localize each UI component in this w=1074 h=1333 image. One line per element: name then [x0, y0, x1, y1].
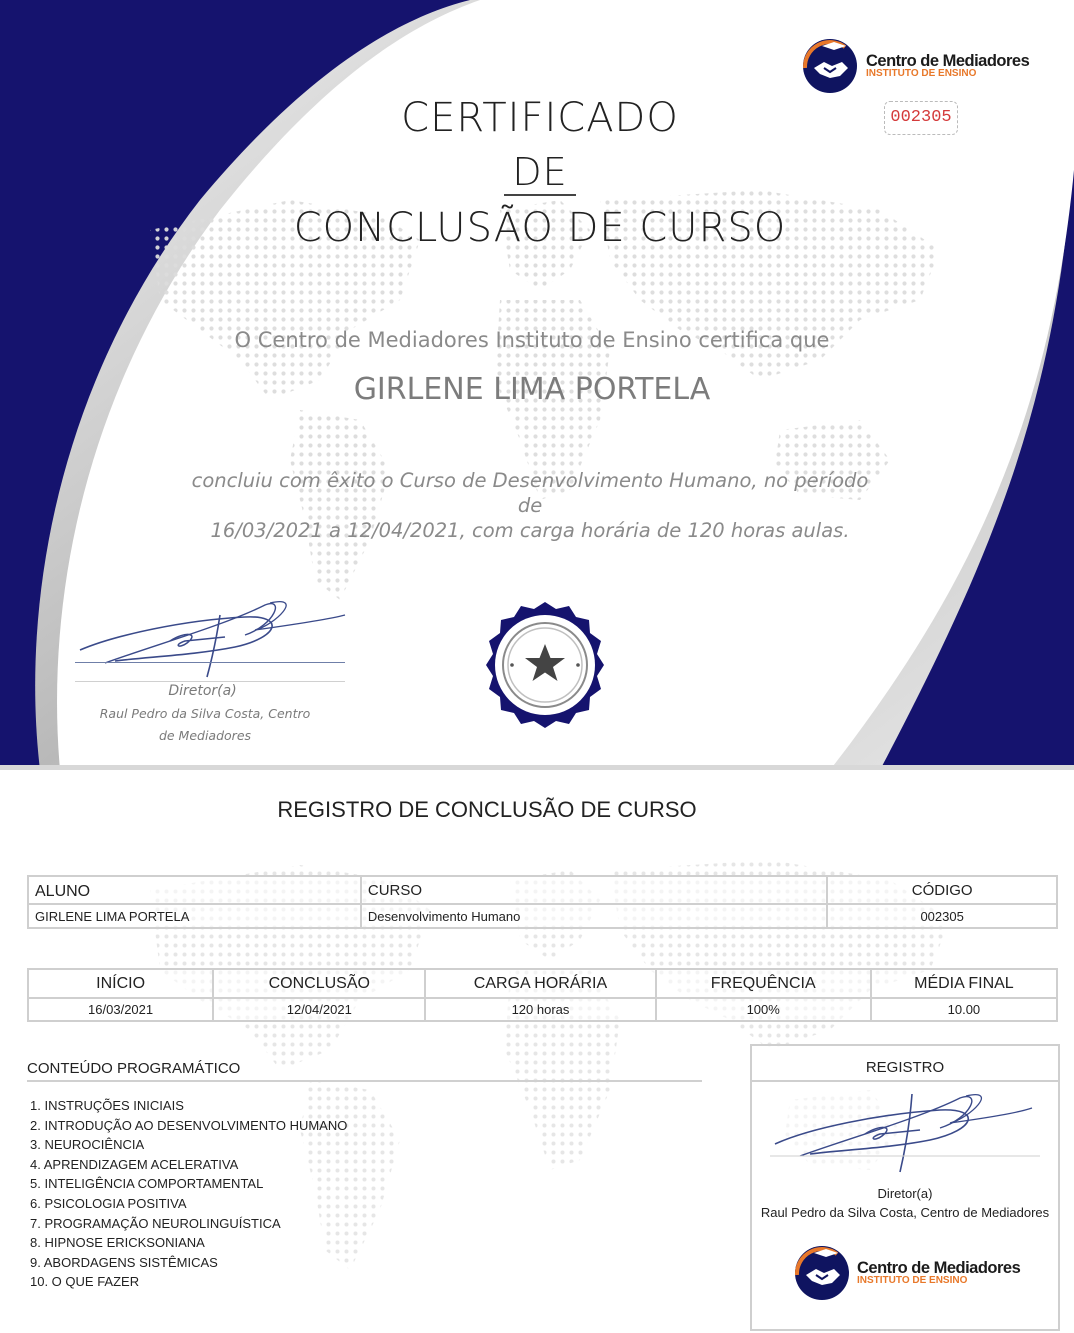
list-item: 5. INTELIGÊNCIA COMPORTAMENTAL: [30, 1176, 264, 1192]
cell-student: GIRLENE LIMA PORTELA: [28, 904, 361, 928]
register-director-label: Diretor(a): [877, 1186, 933, 1201]
signature-line: [75, 662, 345, 663]
logo-subtitle: INSTITUTO DE ENSINO: [866, 68, 977, 80]
student-info-table: [27, 875, 1058, 929]
register-signature: [770, 1086, 1040, 1176]
cell-code: 002305: [827, 904, 1057, 928]
cell-frequency: 100%: [656, 998, 871, 1021]
table-row: [28, 998, 1057, 1021]
course-dates-table: [27, 968, 1058, 1022]
certificate-intro: O Centro de Mediadores Instituto de Ensino certifica que: [234, 328, 830, 352]
register-box: [750, 1044, 1060, 1331]
list-item: 4. APRENDIZAGEM ACELERATIVA: [30, 1156, 239, 1172]
cell-grade: 10.00: [871, 998, 1057, 1021]
header-student: ALUNO: [28, 876, 361, 904]
certificate-body-line2: 16/03/2021 a 12/04/2021, com carga horária de 120 horas aulas.: [210, 519, 850, 542]
list-item: 9. ABORDAGENS SISTÊMICAS: [30, 1254, 218, 1270]
director-name: Raul Pedro da Silva Costa, Centro de Mediadores: [99, 706, 311, 743]
header-course: CURSO: [361, 876, 827, 904]
list-item: 7. PROGRAMAÇÃO NEUROLINGUÍSTICA: [30, 1215, 281, 1231]
certificate-title-line3: CONCLUSÃO DE CURSO: [293, 205, 787, 251]
certificate-body-line1: concluiu com êxito o Curso de Desenvolvimento Humano, no período de: [191, 469, 869, 517]
signature-underline: [75, 681, 345, 682]
table-row: [28, 904, 1057, 928]
cell-hours: 120 horas: [425, 998, 655, 1021]
handshake-graduation-icon: [792, 1244, 852, 1302]
director-label: Diretor(a): [168, 683, 237, 699]
table-row: [28, 969, 1057, 998]
register-logo: [792, 1244, 1020, 1302]
header-start: INÍCIO: [28, 969, 213, 998]
handshake-graduation-icon: [800, 38, 860, 94]
program-list: [30, 1096, 347, 1292]
header-hours: CARGA HORÁRIA: [425, 969, 655, 998]
certificate-title-line2: [0, 150, 1074, 194]
list-item: 10. O QUE FAZER: [30, 1274, 140, 1290]
list-item: 6. PSICOLOGIA POSITIVA: [30, 1195, 187, 1211]
register-box-title: REGISTRO: [752, 1046, 1058, 1082]
logo: [800, 38, 1029, 94]
header-grade: MÉDIA FINAL: [871, 969, 1057, 998]
header-end: CONCLUSÃO: [213, 969, 425, 998]
certificate-body: [180, 468, 880, 543]
student-name: GIRLENE LIMA PORTELA: [353, 372, 711, 407]
certificate-serial: 002305: [884, 101, 958, 135]
certificate-title-de: DE: [504, 150, 575, 196]
register-logo-subtitle: INSTITUTO DE ENSINO: [857, 1275, 968, 1287]
certificate-title-line1: CERTIFICADO: [401, 95, 679, 141]
star-seal-icon: [480, 600, 610, 730]
table-row: [28, 876, 1057, 904]
cell-start: 16/03/2021: [28, 998, 213, 1021]
cell-end: 12/04/2021: [213, 998, 425, 1021]
director-signature: [75, 595, 355, 680]
register-director-name: Raul Pedro da Silva Costa, Centro de Mediadores: [760, 1205, 1050, 1220]
program-title: CONTEÚDO PROGRAMÁTICO: [27, 1060, 702, 1082]
list-item: 8. HIPNOSE ERICKSONIANA: [30, 1235, 205, 1251]
logo-name: Centro de Mediadores: [866, 51, 1030, 70]
registry-title: REGISTRO DE CONCLUSÃO DE CURSO: [277, 797, 697, 822]
register-logo-name: Centro de Mediadores: [857, 1258, 1021, 1277]
header-code: CÓDIGO: [827, 876, 1057, 904]
cell-course: Desenvolvimento Humano: [361, 904, 827, 928]
list-item: 1. INSTRUÇÕES INICIAIS: [30, 1098, 184, 1113]
list-item: 2. INTRODUÇÃO AO DESENVOLVIMENTO HUMANO: [30, 1117, 348, 1133]
header-frequency: FREQUÊNCIA: [656, 969, 871, 998]
list-item: 3. NEUROCIÊNCIA: [30, 1137, 145, 1153]
